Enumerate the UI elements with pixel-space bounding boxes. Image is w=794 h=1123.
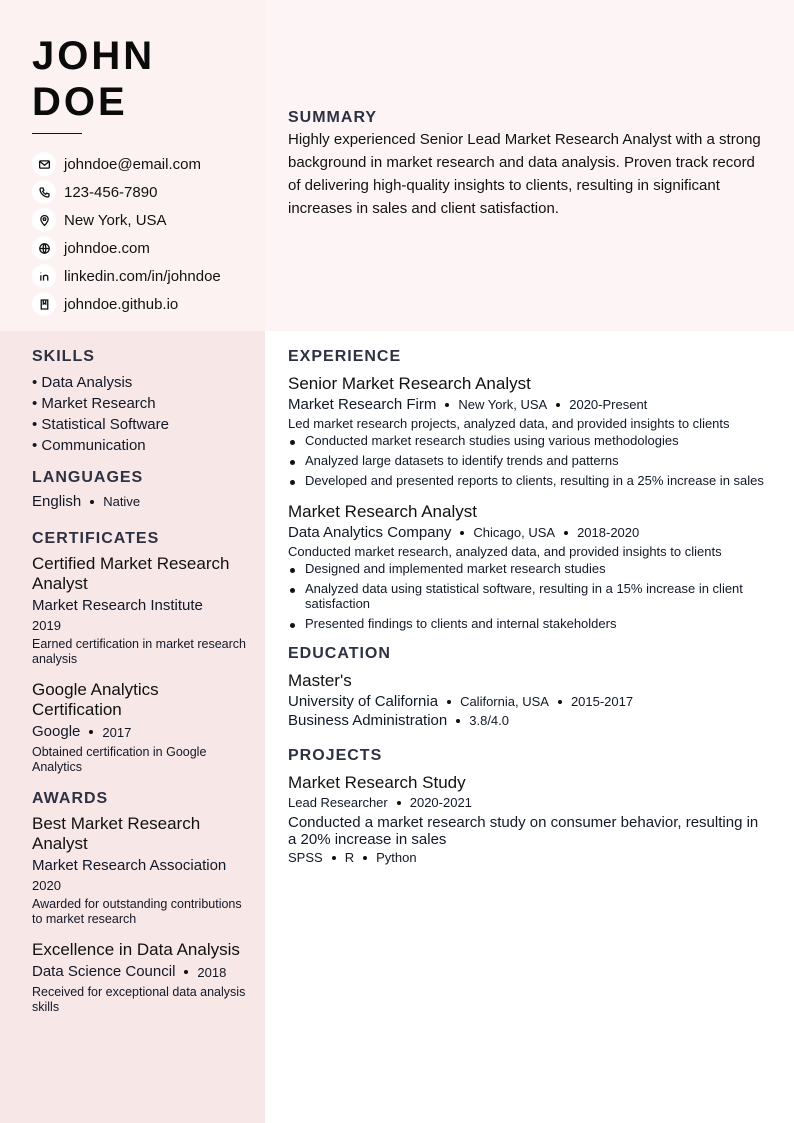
skills-list <box>32 372 247 456</box>
job-bullets <box>288 433 770 488</box>
contact-linkedin[interactable] <box>32 262 221 290</box>
experience-title: EXPERIENCE <box>288 348 402 365</box>
job-company: Data Analytics Company <box>288 524 452 541</box>
projects-section <box>288 747 770 865</box>
contact-github[interactable] <box>32 290 221 318</box>
award-date: 2020 <box>32 878 61 893</box>
contact-website[interactable] <box>32 234 221 262</box>
job-bullets <box>288 561 770 631</box>
separator-dot <box>89 730 93 734</box>
bullet-item: Designed and implemented market research studies <box>288 561 770 576</box>
languages-section <box>32 469 247 510</box>
bullet-item: Conducted market research studies using various methodologies <box>288 433 770 448</box>
separator-dot <box>460 531 464 535</box>
job-meta <box>288 524 770 541</box>
project-role: Lead Researcher <box>288 795 388 810</box>
separator-dot <box>456 719 460 723</box>
certificates-section <box>32 530 247 775</box>
award-meta <box>32 963 247 981</box>
project-tools <box>288 850 770 865</box>
bullet-item: Developed and presented reports to clients, resulting in a 25% increase in sales <box>288 473 770 488</box>
main-content <box>288 348 770 865</box>
award-desc: Received for exceptional data analysis skills <box>32 985 246 1014</box>
certificate-desc: Obtained certification in Google Analytics <box>32 745 207 774</box>
contact-github-text[interactable]: johndoe.github.io <box>64 295 179 313</box>
candidate-name <box>32 33 155 125</box>
education-section <box>288 645 770 729</box>
project-meta <box>288 795 770 810</box>
contact-website-text[interactable]: johndoe.com <box>64 239 150 257</box>
job-meta <box>288 396 770 413</box>
separator-dot <box>184 970 188 974</box>
skill-item: • Market Research <box>32 395 156 412</box>
separator-dot <box>447 700 451 704</box>
education-dates: 2015-2017 <box>570 694 634 709</box>
project-tool: R <box>344 850 355 865</box>
certificate-issuer: Google <box>32 723 81 740</box>
job-title: Senior Market Research Analyst <box>288 374 531 393</box>
award-issuer: Data Science Council <box>32 963 176 980</box>
education-title: EDUCATION <box>288 645 391 662</box>
separator-dot <box>363 856 367 860</box>
certificate-title: Certified Market Research Analyst <box>32 554 230 593</box>
award-title: Excellence in Data Analysis <box>32 940 240 959</box>
award-title: Best Market Research Analyst <box>32 814 201 853</box>
awards-section <box>32 790 247 1015</box>
language-name: English <box>32 493 82 510</box>
name-last: DOE <box>32 80 128 124</box>
certificates-title: CERTIFICATES <box>32 530 160 547</box>
separator-dot <box>564 531 568 535</box>
separator-dot <box>397 801 401 805</box>
name-first: JOHN <box>32 34 156 78</box>
bullet-item: Presented findings to clients and internal stakeholders <box>288 616 770 631</box>
contact-linkedin-text[interactable]: linkedin.com/in/johndoe <box>64 267 221 285</box>
job-company: Market Research Firm <box>288 396 437 413</box>
contact-phone[interactable] <box>32 178 221 206</box>
skills-title: SKILLS <box>32 348 95 365</box>
award-item <box>32 940 247 1015</box>
contact-location <box>32 206 221 234</box>
projects-title: PROJECTS <box>288 747 383 764</box>
job-title: Market Research Analyst <box>288 502 477 521</box>
phone-icon <box>32 180 56 204</box>
linkedin-icon <box>32 264 56 288</box>
separator-dot <box>332 856 336 860</box>
separator-dot <box>558 700 562 704</box>
language-level: Native <box>103 494 141 509</box>
experience-item <box>288 374 770 488</box>
award-item <box>32 814 247 927</box>
contact-email[interactable] <box>32 150 221 178</box>
education-field: Business Administration <box>288 712 448 729</box>
certificate-issuer: Market Research Institute <box>32 597 203 614</box>
certificate-item <box>32 554 247 667</box>
education-meta <box>288 693 770 710</box>
job-location: New York, USA <box>458 397 548 412</box>
project-description: Conducted a market research study on consumer behavior, resulting in a 20% increase in sales <box>288 814 759 848</box>
certificate-meta <box>32 723 247 741</box>
education-gpa: 3.8/4.0 <box>469 713 510 728</box>
awards-title: AWARDS <box>32 790 109 807</box>
languages-title: LANGUAGES <box>32 469 144 486</box>
education-location: California, USA <box>460 694 549 709</box>
summary-text: Highly experienced Senior Lead Market Research Analyst with a strong background in market research and data analysis. Proven track record of delivering high-quality insights to clients, resulting in significant increases in sales and client satisfaction. <box>288 131 761 217</box>
contact-location-text: New York, USA <box>64 211 167 229</box>
education-degree: Master's <box>288 671 352 690</box>
skill-item: • Data Analysis <box>32 374 133 391</box>
project-name: Market Research Study <box>288 773 466 792</box>
certificate-title: Google Analytics Certification <box>32 680 159 719</box>
name-divider <box>32 133 82 134</box>
contact-list <box>32 150 221 318</box>
separator-dot <box>445 403 449 407</box>
language-item <box>32 493 247 510</box>
certificate-item <box>32 680 247 775</box>
job-description: Conducted market research, analyzed data, and provided insights to clients <box>288 544 722 559</box>
skill-item: • Communication <box>32 437 146 454</box>
contact-phone-text[interactable]: 123-456-7890 <box>64 183 158 201</box>
award-desc: Awarded for outstanding contributions to market research <box>32 897 242 926</box>
bullet-item: Analyzed large datasets to identify trends and patterns <box>288 453 770 468</box>
summary-title: SUMMARY <box>288 109 378 126</box>
project-dates: 2020-2021 <box>409 795 472 810</box>
sidebar-content <box>32 348 247 1015</box>
globe-icon <box>32 236 56 260</box>
skills-section <box>32 348 247 456</box>
contact-email-text[interactable]: johndoe@email.com <box>64 155 201 173</box>
separator-dot <box>556 403 560 407</box>
skill-item: • Statistical Software <box>32 416 169 433</box>
experience-item <box>288 502 770 631</box>
job-location: Chicago, USA <box>473 525 556 540</box>
experience-section <box>288 348 770 631</box>
mail-icon <box>32 152 56 176</box>
job-dates: 2020-Present <box>569 397 648 412</box>
separator-dot <box>90 500 94 504</box>
certificate-date: 2019 <box>32 618 61 633</box>
job-description: Led market research projects, analyzed data, and provided insights to clients <box>288 416 730 431</box>
location-icon <box>32 208 56 232</box>
certificate-date: 2017 <box>102 724 132 740</box>
bullet-item: Analyzed data using statistical software, resulting in a 15% increase in client satisfaction <box>288 581 770 611</box>
education-school: University of California <box>288 693 439 710</box>
award-issuer: Market Research Association <box>32 857 227 874</box>
project-tool: SPSS <box>288 850 323 865</box>
github-icon <box>32 292 56 316</box>
job-dates: 2018-2020 <box>577 525 640 540</box>
award-date: 2018 <box>197 964 227 980</box>
project-tool: Python <box>376 850 417 865</box>
education-field-row <box>288 712 770 729</box>
certificate-desc: Earned certification in market research analysis <box>32 637 246 666</box>
